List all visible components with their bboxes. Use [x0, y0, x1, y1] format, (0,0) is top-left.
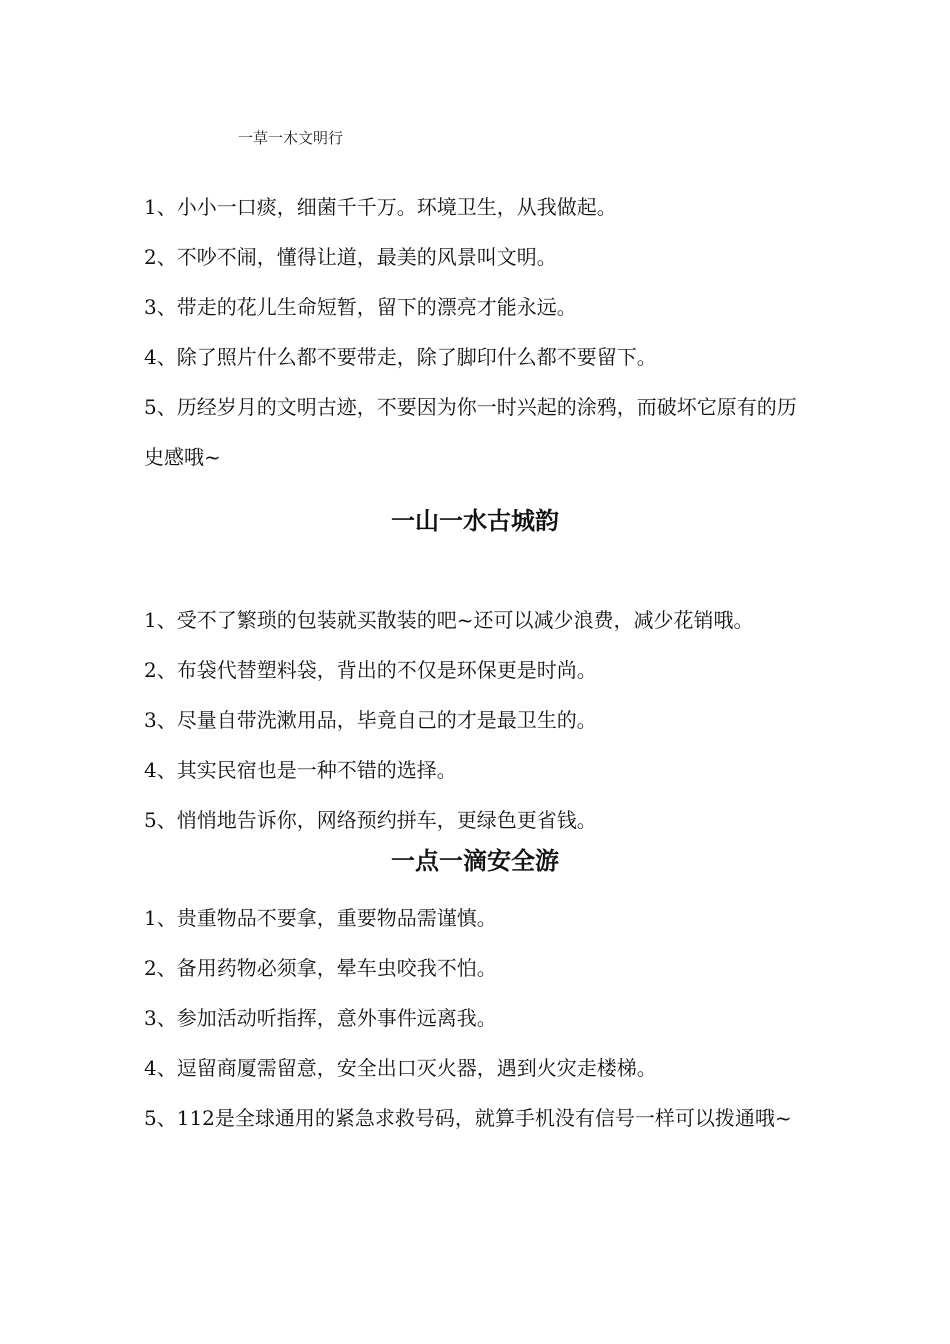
list-item: 1、受不了繁琐的包装就买散装的吧~还可以减少浪费，减少花销哦。	[144, 608, 754, 632]
list-item: 2、备用药物必须拿，晕车虫咬我不怕。	[144, 956, 497, 980]
list-item: 4、其实民宿也是一种不错的选择。	[144, 758, 457, 782]
list-item: 4、除了照片什么都不要带走，除了脚印什么都不要留下。	[144, 345, 657, 369]
list-item: 5、悄悄地告诉你，网络预约拼车，更绿色更省钱。	[144, 808, 597, 832]
list-item: 4、逗留商厦需留意，安全出口灭火器，遇到火灾走楼梯。	[144, 1056, 657, 1080]
list-item: 3、参加活动听指挥，意外事件远离我。	[144, 1006, 497, 1030]
list-item: 5、历经岁月的文明古迹，不要因为你一时兴起的涂鸦，而破坏它原有的历史感哦~	[144, 395, 797, 469]
list-item: 2、布袋代替塑料袋，背出的不仅是环保更是时尚。	[144, 658, 597, 682]
list-item: 3、尽量自带洗漱用品，毕竟自己的才是最卫生的。	[144, 708, 597, 732]
list-item: 1、小小一口痰，细菌千千万。环境卫生，从我做起。	[144, 195, 617, 219]
list-item: 1、贵重物品不要拿，重要物品需谨慎。	[144, 906, 497, 930]
section-3-heading: 一点一滴安全游	[391, 847, 559, 875]
section-2-list	[144, 595, 814, 845]
list-item: 5、112是全球通用的紧急求救号码，就算手机没有信号一样可以拨通哦~	[144, 1106, 792, 1130]
section-3-list	[144, 893, 814, 1143]
list-item: 3、带走的花儿生命短暂，留下的漂亮才能永远。	[144, 295, 577, 319]
section-1-list	[144, 182, 814, 482]
list-item: 2、不吵不闹，懂得让道，最美的风景叫文明。	[144, 245, 557, 269]
section-1-title: 一草一木文明行	[238, 129, 344, 147]
section-2-heading: 一山一水古城韵	[391, 507, 559, 535]
